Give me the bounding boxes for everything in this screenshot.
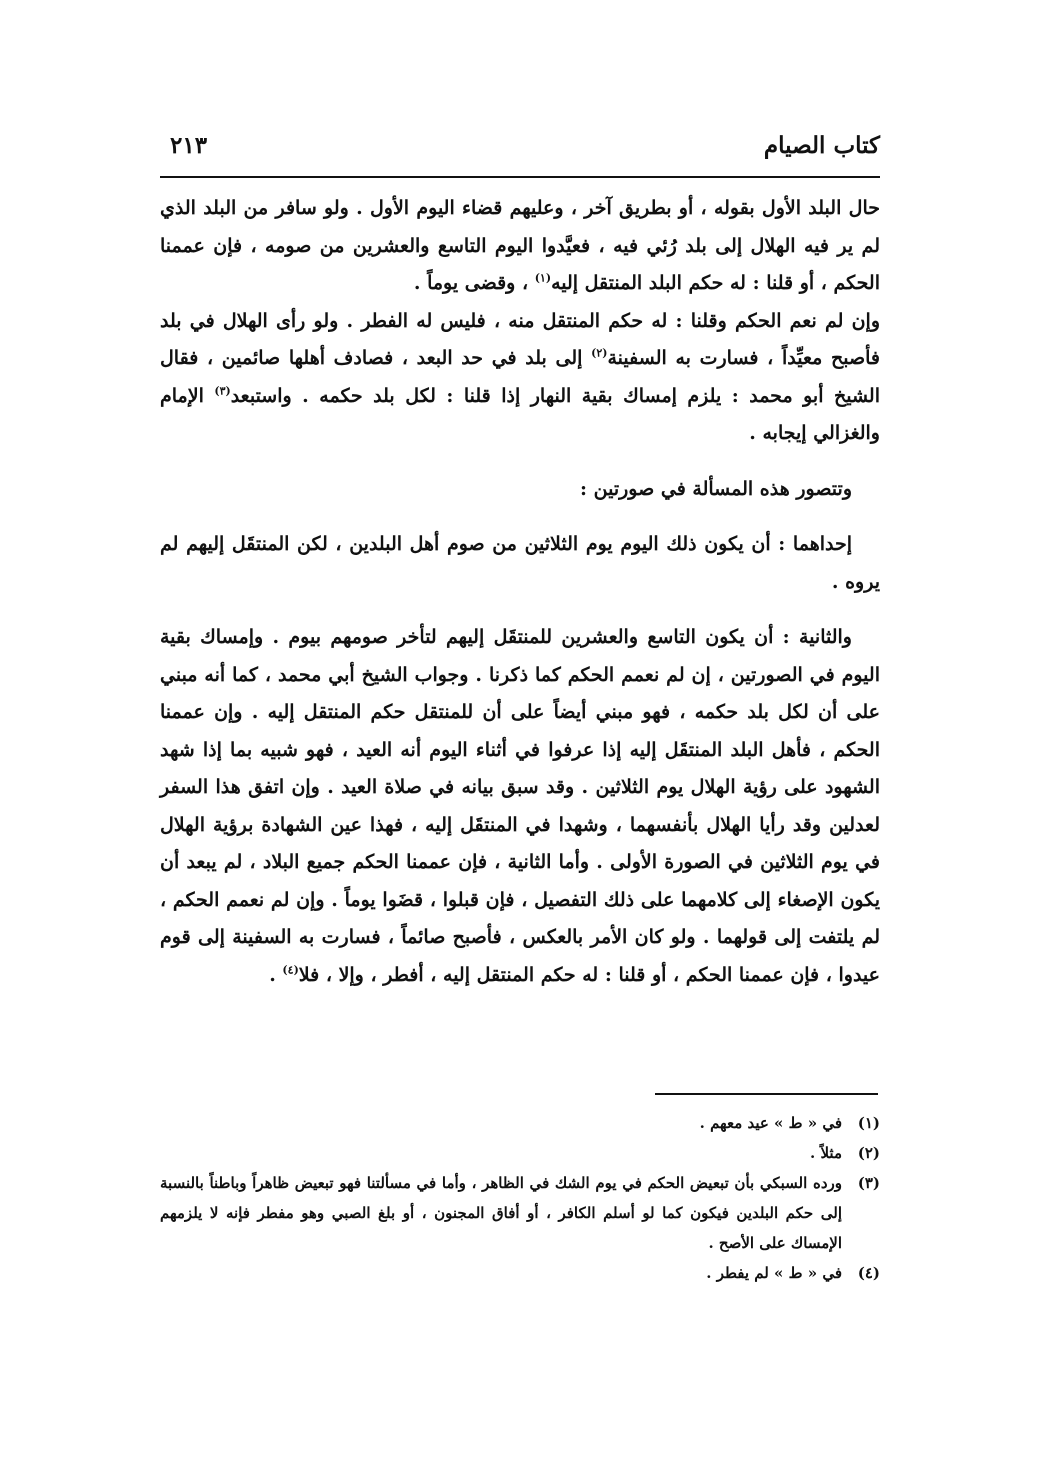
footnote-number: (١)	[857, 1114, 880, 1132]
paragraph-2-text: وإن لم نعم الحكم وقلنا : له حكم المنتقل منه ، فليس له الفطر . ولو رأى الهلال في بلد فأصبح معيِّداً ، فسارت به السفينة	[160, 309, 880, 369]
footnote-divider	[655, 1093, 878, 1095]
footnote-1	[160, 1108, 880, 1138]
running-header	[160, 128, 880, 172]
footnote-text: مثلاً .	[810, 1144, 842, 1162]
footnotes	[160, 1108, 880, 1288]
chapter-title: كتاب الصيام	[763, 132, 880, 159]
paragraph-4: إحداهما : أن يكون ذلك اليوم يوم الثلاثين من صوم أهل البلدين ، لكن المنتقَل إليهم لم يروه .	[160, 533, 880, 593]
footnote-number: (٤)	[857, 1264, 880, 1282]
footnote-text: ورده السبكي بأن تبعيض الحكم في يوم الشك في الظاهر ، وأما في مسألتنا فهو تبعيض ظاهراً وباطناً بالنسبة إلى حكم البلدين فيكون كما لو أسلم الكافر ، أو أفاق المجنون ، أو بلغ الصبي وهو مفطر فإنه لا يلزمهم الإمساك على الأصح .	[160, 1174, 842, 1252]
footnote-2	[160, 1138, 880, 1168]
header-divider	[160, 176, 880, 178]
main-text	[160, 190, 880, 994]
footnote-3	[160, 1168, 880, 1258]
footnote-text: في « ط » لم يفطر .	[706, 1264, 842, 1282]
paragraph-2-mid: إلى بلد في حد البعد ، فصادف أهلها صائمين ، فقال الشيخ أبو محمد : يلزم إمساك بقية النهار إذا قلنا : لكل بلد حكمه . واستبعد	[160, 347, 880, 407]
paragraph-2-end: الإمام والغزالي إيجابه .	[160, 384, 880, 444]
paragraph-1-text: حال البلد الأول بقوله ، أو بطريق آخر ، وعليهم قضاء اليوم الأول . ولو سافر من البلد الذي لم ير فيه الهلال إلى بلد رُئي فيه ، فعيَّدوا اليوم التاسع والعشرين من صومه ، فإن عممنا الحكم ، أو قلنا : له حكم البلد المنتقل إليه	[160, 197, 880, 294]
footnote-ref-4: (٤)	[282, 963, 299, 977]
paragraph-1-end: ، وقضى يوماً .	[413, 272, 535, 294]
footnote-text: في « ط » عيد معهم .	[699, 1114, 842, 1132]
paragraph-5	[160, 619, 880, 994]
footnote-ref-2: (٢)	[591, 346, 608, 360]
footnote-number: (٢)	[857, 1144, 880, 1162]
paragraph-5-text: والثانية : أن يكون التاسع والعشرين للمنتقَل إليهم لتأخر صومهم بيوم . وإمساك بقية اليوم في الصورتين ، إن لم نعمم الحكم كما ذكرنا . وجواب الشيخ أبي محمد ، كما أنه مبني على أن لكل بلد حكمه ، فهو مبني أيضاً على أن للمنتقل حكم المنتقل إليه . وإن عممنا الحكم ، فأهل البلد المنتقَل إليه إذا عرفوا في أثناء اليوم أنه العيد ، فهو شبيه بما إذا شهد الشهود على رؤية الهلال يوم الثلاثين . وقد سبق بيانه في صلاة العيد . وإن اتفق هذا السفر لعدلين وقد رأيا الهلال بأنفسهما ، وشهدا في المنتقَل إليه ، فهذا عين الشهادة برؤية الهلال في يوم الثلاثين في الصورة الأولى . وأما الثانية ، فإن عممنا الحكم جميع البلاد ، لم يبعد أن يكون الإصغاء إلى كلامهما على ذلك التفصيل ، فإن قبلوا ، قضَوا يوماً . وإن لم نعمم الحكم ، لم يلتفت إلى قولهما . ولو كان الأمر بالعكس ، فأصبح صائماً ، فسارت به السفينة إلى قوم عيدوا ، فإن عممنا الحكم ، أو قلنا : له حكم المنتقل إليه ، أفطر ، وإلا ، فلا	[160, 626, 880, 986]
footnote-number: (٣)	[857, 1174, 880, 1192]
footnote-ref-3: (٣)	[214, 384, 231, 398]
paragraph-2	[160, 303, 880, 453]
footnote-4	[160, 1258, 880, 1288]
paragraph-1	[160, 190, 880, 303]
page-number: ٢١٣	[170, 132, 208, 159]
footnote-ref-1: (١)	[534, 271, 552, 285]
paragraph-5-end: .	[269, 963, 283, 986]
paragraph-3: وتتصور هذه المسألة في صورتين :	[580, 477, 852, 500]
